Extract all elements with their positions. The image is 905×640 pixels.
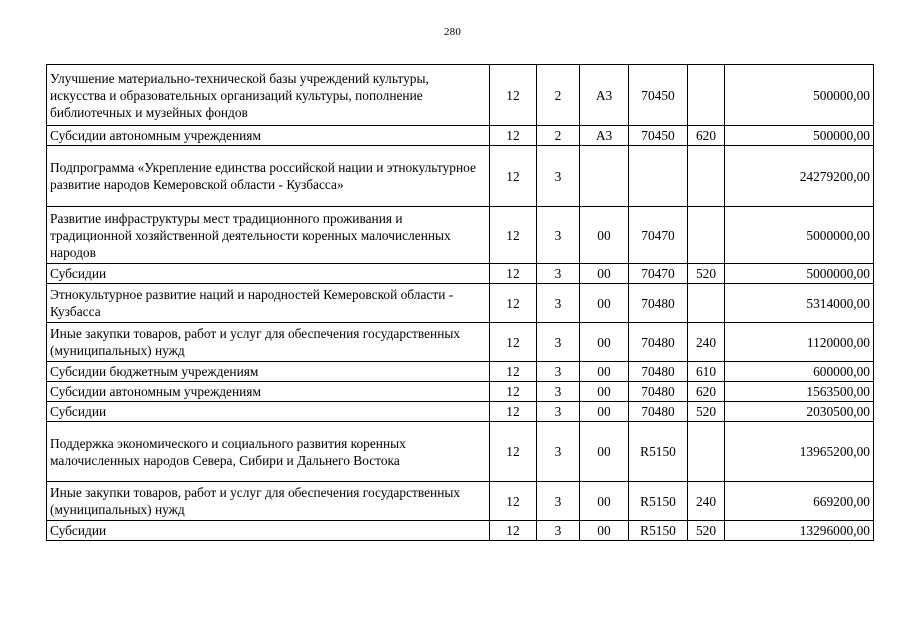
table-row (47, 521, 874, 541)
row-amount: 5000000,00 (725, 264, 874, 284)
row-subsection: 2 (537, 65, 580, 126)
table-row (47, 284, 874, 323)
row-subsection: 3 (537, 382, 580, 402)
table-row (47, 207, 874, 264)
row-program-code: 00 (580, 323, 629, 362)
row-name: Субсидии (47, 402, 490, 422)
table-row (47, 422, 874, 482)
row-subsection: 3 (537, 482, 580, 521)
row-name: Субсидии (47, 521, 490, 541)
row-amount: 2030500,00 (725, 402, 874, 422)
table-row (47, 65, 874, 126)
row-amount: 24279200,00 (725, 146, 874, 207)
row-target-code (629, 146, 688, 207)
row-expense-type (688, 65, 725, 126)
row-target-code: R5150 (629, 482, 688, 521)
row-section: 12 (490, 402, 537, 422)
row-expense-type (688, 284, 725, 323)
row-target-code: R5150 (629, 521, 688, 541)
row-subsection: 3 (537, 362, 580, 382)
row-section: 12 (490, 146, 537, 207)
row-name: Развитие инфраструктуры мест традиционного проживания и традиционной хозяйственной деятельности коренных малочисленных народов (47, 207, 490, 264)
row-subsection: 3 (537, 264, 580, 284)
row-subsection: 3 (537, 422, 580, 482)
row-target-code: 70470 (629, 207, 688, 264)
row-program-code: 00 (580, 264, 629, 284)
row-target-code: 70470 (629, 264, 688, 284)
table-row (47, 382, 874, 402)
row-section: 12 (490, 65, 537, 126)
row-section: 12 (490, 482, 537, 521)
row-section: 12 (490, 323, 537, 362)
row-subsection: 3 (537, 146, 580, 207)
row-expense-type: 240 (688, 482, 725, 521)
row-name: Улучшение материально-технической базы учреждений культуры, искусства и образовательных организаций культуры, пополнение библиотечных и музейных фондов (47, 65, 490, 126)
row-amount: 13296000,00 (725, 521, 874, 541)
row-subsection: 3 (537, 323, 580, 362)
row-amount: 5000000,00 (725, 207, 874, 264)
row-program-code: 00 (580, 382, 629, 402)
row-section: 12 (490, 422, 537, 482)
row-name: Субсидии автономным учреждениям (47, 126, 490, 146)
row-program-code: А3 (580, 65, 629, 126)
row-name: Субсидии бюджетным учреждениям (47, 362, 490, 382)
row-section: 12 (490, 521, 537, 541)
table-row (47, 482, 874, 521)
row-expense-type: 620 (688, 126, 725, 146)
row-section: 12 (490, 362, 537, 382)
row-target-code: R5150 (629, 422, 688, 482)
table-row (47, 126, 874, 146)
row-name: Субсидии автономным учреждениям (47, 382, 490, 402)
row-program-code: 00 (580, 207, 629, 264)
row-expense-type (688, 207, 725, 264)
row-section: 12 (490, 207, 537, 264)
row-amount: 669200,00 (725, 482, 874, 521)
page-number: 280 (443, 26, 462, 38)
row-program-code: 00 (580, 402, 629, 422)
table-row (47, 402, 874, 422)
row-expense-type (688, 146, 725, 207)
row-program-code: 00 (580, 521, 629, 541)
row-target-code: 70480 (629, 362, 688, 382)
row-expense-type: 520 (688, 402, 725, 422)
row-target-code: 70480 (629, 382, 688, 402)
row-subsection: 3 (537, 521, 580, 541)
table-row (47, 323, 874, 362)
row-expense-type: 620 (688, 382, 725, 402)
row-expense-type: 240 (688, 323, 725, 362)
table-row (47, 264, 874, 284)
budget-table (46, 64, 874, 541)
row-target-code: 70450 (629, 126, 688, 146)
row-program-code: 00 (580, 284, 629, 323)
row-program-code: 00 (580, 422, 629, 482)
row-target-code: 70480 (629, 323, 688, 362)
row-name: Поддержка экономического и социального развития коренных малочисленных народов Севера, Сибири и Дальнего Востока (47, 422, 490, 482)
row-name: Субсидии (47, 264, 490, 284)
row-amount: 1120000,00 (725, 323, 874, 362)
row-amount: 500000,00 (725, 126, 874, 146)
row-subsection: 3 (537, 402, 580, 422)
row-amount: 13965200,00 (725, 422, 874, 482)
table-row (47, 146, 874, 207)
row-section: 12 (490, 284, 537, 323)
row-target-code: 70450 (629, 65, 688, 126)
row-name: Иные закупки товаров, работ и услуг для обеспечения государственных (муниципальных) нужд (47, 482, 490, 521)
row-expense-type: 520 (688, 264, 725, 284)
row-amount: 600000,00 (725, 362, 874, 382)
row-expense-type: 520 (688, 521, 725, 541)
row-name: Подпрограмма «Укрепление единства российской нации и этнокультурное развитие народов Кемеровской области - Кузбасса» (47, 146, 490, 207)
row-target-code: 70480 (629, 402, 688, 422)
row-name: Этнокультурное развитие наций и народностей Кемеровской области - Кузбасса (47, 284, 490, 323)
row-program-code: 00 (580, 362, 629, 382)
row-program-code: А3 (580, 126, 629, 146)
row-section: 12 (490, 264, 537, 284)
row-name: Иные закупки товаров, работ и услуг для обеспечения государственных (муниципальных) нужд (47, 323, 490, 362)
row-section: 12 (490, 126, 537, 146)
row-subsection: 3 (537, 284, 580, 323)
row-subsection: 2 (537, 126, 580, 146)
row-section: 12 (490, 382, 537, 402)
row-expense-type (688, 422, 725, 482)
row-amount: 5314000,00 (725, 284, 874, 323)
row-program-code (580, 146, 629, 207)
row-amount: 500000,00 (725, 65, 874, 126)
row-expense-type: 610 (688, 362, 725, 382)
row-target-code: 70480 (629, 284, 688, 323)
row-program-code: 00 (580, 482, 629, 521)
table-row (47, 362, 874, 382)
row-subsection: 3 (537, 207, 580, 264)
row-amount: 1563500,00 (725, 382, 874, 402)
